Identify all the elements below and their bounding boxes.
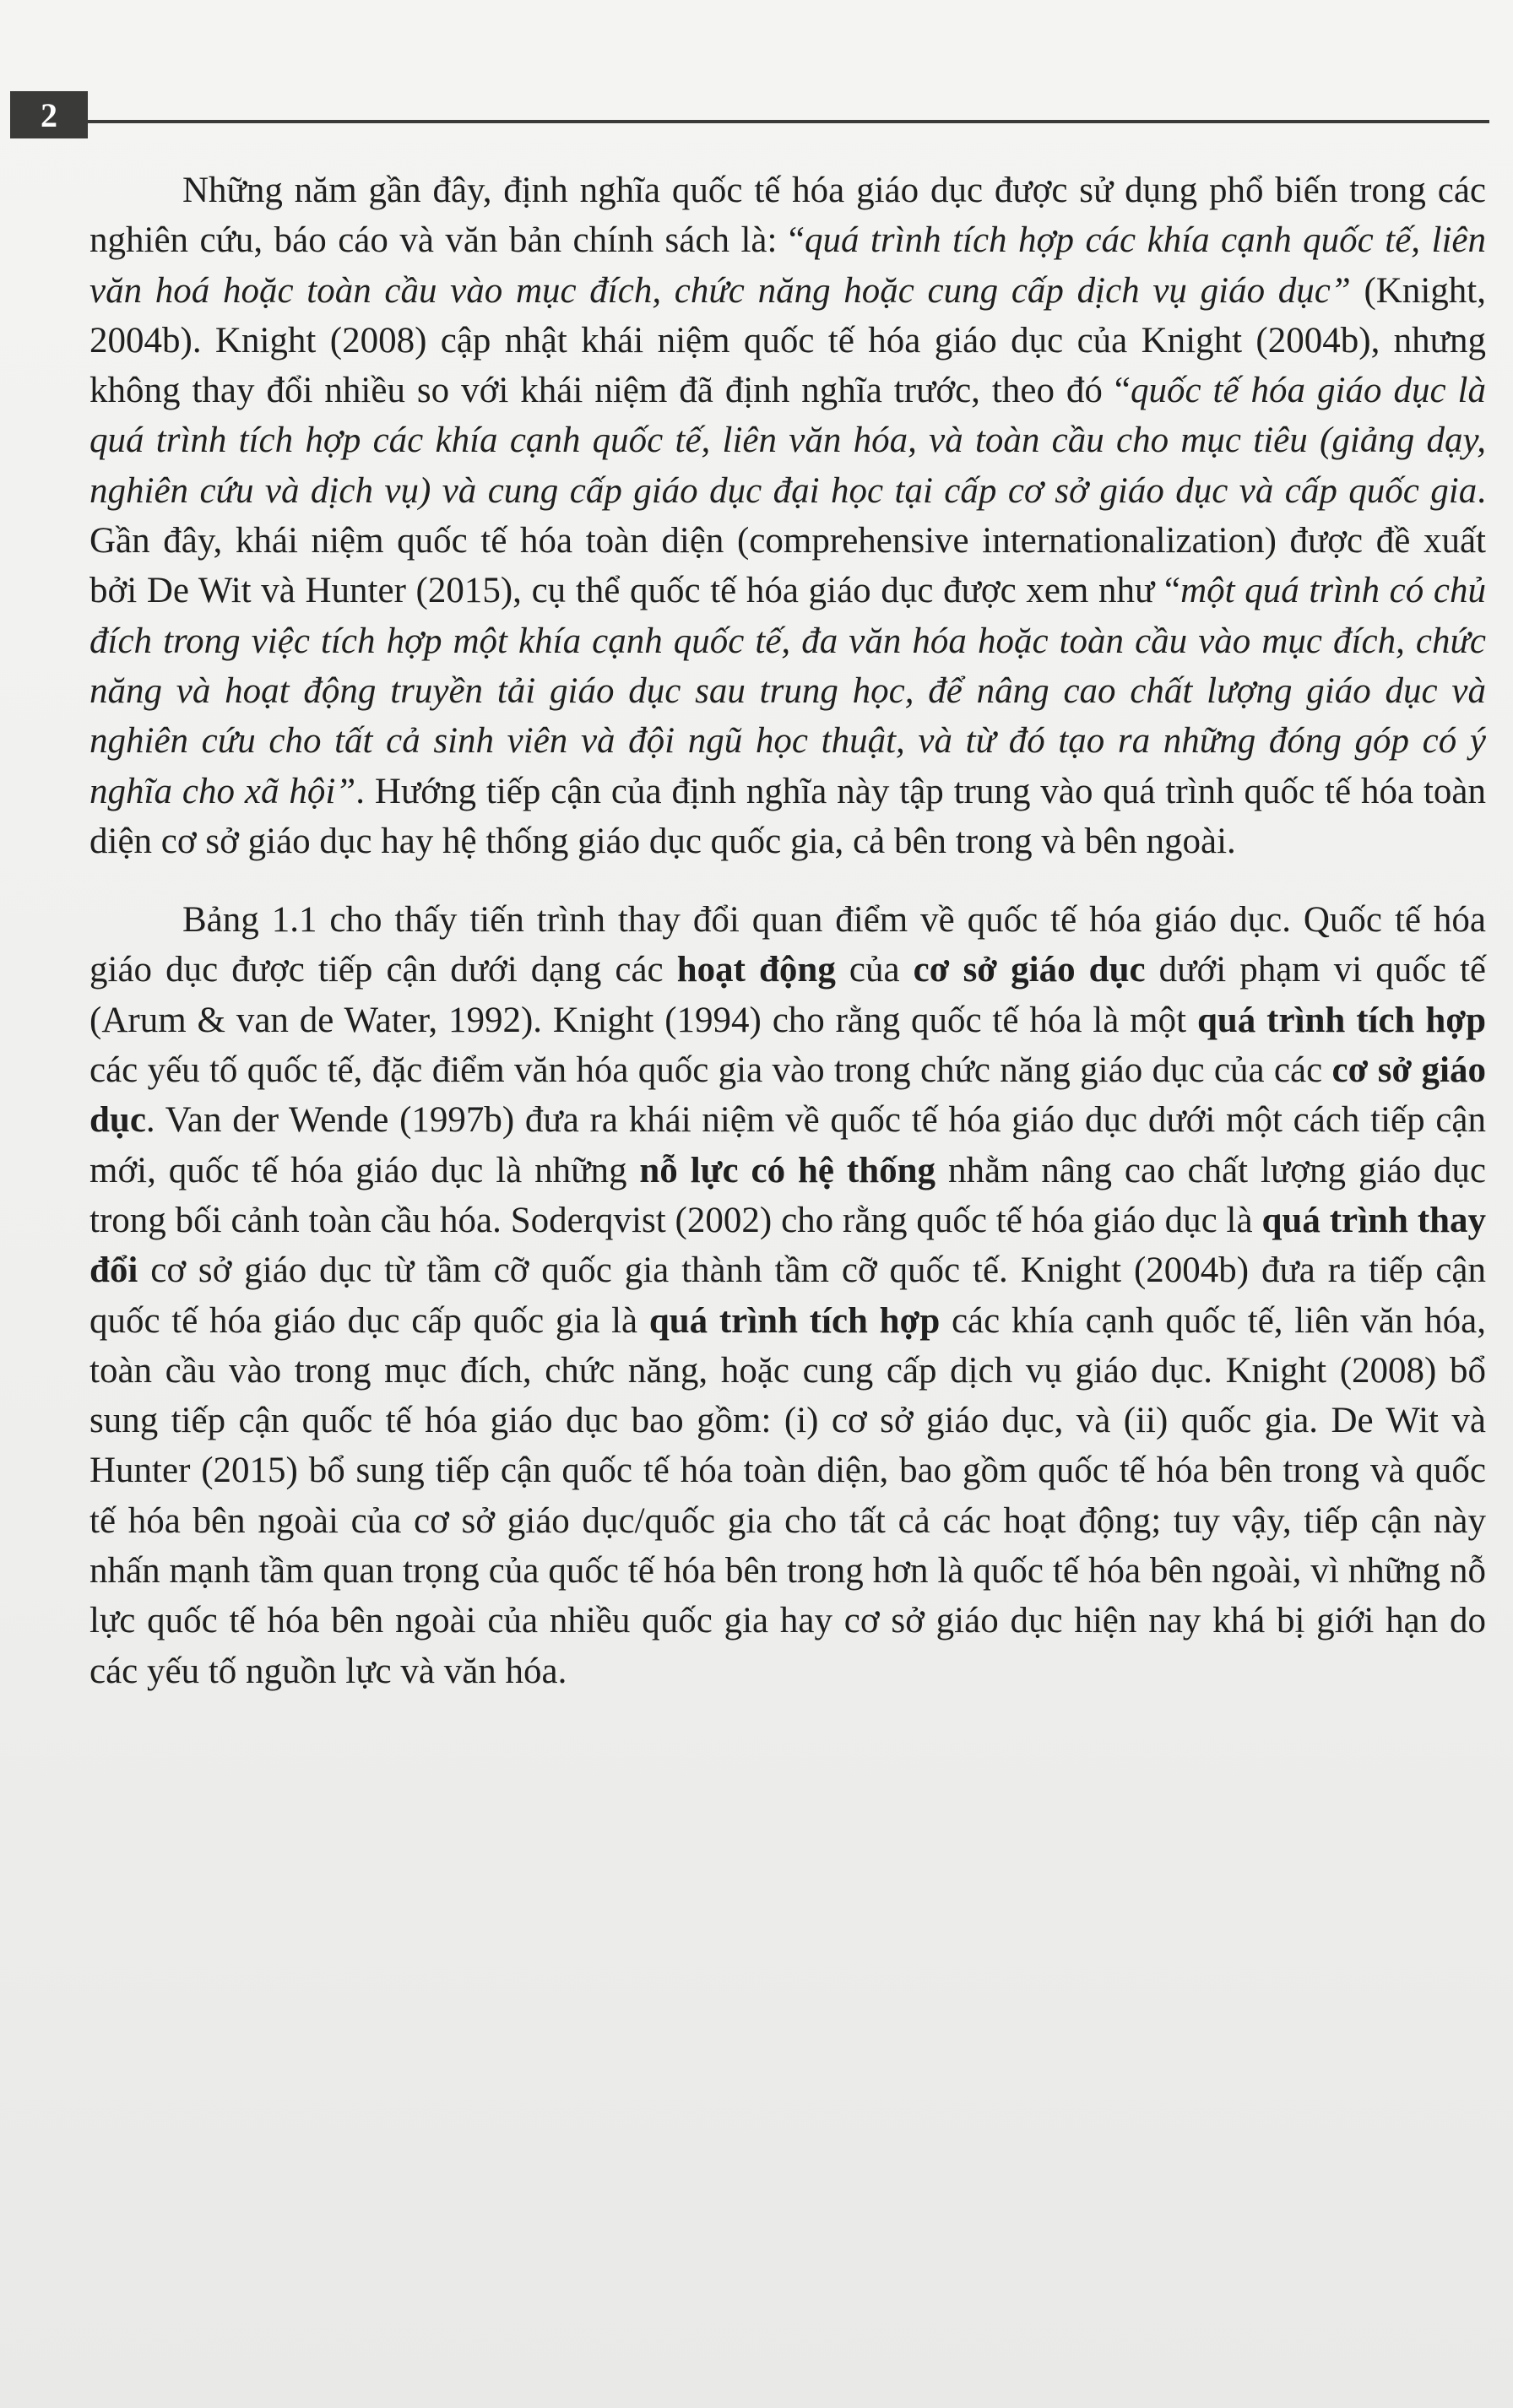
text-run: Những năm gần đây, định nghĩa quốc tế hóa giáo dục được sử dụng phổ biến trong các nghiên cứu, báo cáo và văn bản chính sách là: “: [89, 171, 1486, 261]
body-text: [89, 165, 1486, 1696]
text-run: . Gần đây, khái niệm quốc tế hóa toàn diện (comprehensive internationalization) được đề xuất bởi De Wit và Hunter (2015), cụ thể quốc tế hóa giáo dục được xem như “: [89, 470, 1486, 611]
text-run: . Hướng tiếp cận của định nghĩa này tập trung vào quá trình quốc tế hóa toàn diện cơ sở giáo dục hay hệ thống giáo dục quốc gia, cả bên trong và bên ngoài.: [89, 771, 1487, 861]
text-run: (Knight, 2004b). Knight (2008) cập nhật khái niệm quốc tế hóa giáo dục của Knight (2004b), nhưng không thay đổi nhiều so với khái niệm đã định nghĩa trước, theo đó “: [89, 270, 1486, 411]
paragraph-1: [89, 165, 1486, 866]
bold-text: nỗ lực có hệ thống: [639, 1150, 936, 1190]
header-rule: [88, 120, 1489, 123]
page-number: 2: [10, 91, 88, 138]
page-header: [0, 91, 1513, 138]
italic-quote: quốc tế hóa giáo dục là quá trình tích hợp các khía cạnh quốc tế, liên văn hóa, và toàn cầu cho mục tiêu (giảng dạy, nghiên cứu và dịch vụ) và cung cấp giáo dục đại học tại cấp cơ sở giáo dục và cấp quốc gia: [89, 371, 1486, 511]
bold-text: quá trình thay đổi: [89, 1200, 1486, 1291]
italic-quote: quá trình tích hợp các khía cạnh quốc tế, liên văn hoá hoặc toàn cầu vào mục đích, chức năng hoặc cung cấp dịch vụ giáo dục”: [89, 220, 1486, 311]
paragraph-2: [89, 895, 1486, 1696]
bold-text: quá trình tích hợp: [648, 1300, 941, 1341]
text-run: các yếu tố quốc tế, đặc điểm văn hóa quốc gia vào trong chức năng giáo dục của các: [89, 1050, 1332, 1091]
bold-text: quá trình tích hợp: [1196, 1000, 1486, 1040]
bold-text: hoạt động: [676, 950, 836, 990]
italic-quote: một quá trình có chủ đích trong việc tích hợp một khía cạnh quốc tế, đa văn hóa hoặc toàn cầu vào mục đích, chức năng và hoạt động truyền tải giáo dục sau trung học, để nâng cao chất lượng giáo dục và nghiên cứu cho tất cả sinh viên và đội ngũ học thuật, và từ đó tạo ra những đóng góp có ý nghĩa cho xã hội”: [89, 571, 1486, 811]
text-run: nhằm nâng cao chất lượng giáo dục trong bối cảnh toàn cầu hóa. Soderqvist (2002) cho rằng quốc tế hóa giáo dục là: [89, 1150, 1486, 1240]
text-run: Bảng 1.1 cho thấy tiến trình thay đổi quan điểm về quốc tế hóa giáo dục. Quốc tế hóa giáo dục được tiếp cận dưới dạng các: [89, 900, 1486, 990]
text-run: của: [835, 950, 914, 990]
text-run: dưới phạm vi quốc tế (Arum & van de Water, 1992). Knight (1994) cho rằng quốc tế hóa là một: [89, 950, 1486, 1040]
text-run: . Van der Wende (1997b) đưa ra khái niệm về quốc tế hóa giáo dục dưới một cách tiếp cận mới, quốc tế hóa giáo dục là những: [89, 1100, 1486, 1190]
bold-text: cơ sở giáo dục: [89, 1050, 1486, 1141]
text-run: cơ sở giáo dục từ tầm cỡ quốc gia thành tầm cỡ quốc tế. Knight (2004b) đưa ra tiếp cận quốc tế hóa giáo dục cấp quốc gia là: [89, 1250, 1486, 1341]
text-run: các khía cạnh quốc tế, liên văn hóa, toàn cầu vào trong mục đích, chức năng, hoặc cung cấp dịch vụ giáo dục. Knight (2008) bổ sung tiếp cận quốc tế hóa giáo dục bao gồm: (i) cơ sở giáo dục, và (ii) quốc gia. De Wit và Hunter (2015) bổ sung tiếp cận quốc tế hóa toàn diện, bao gồm quốc tế hóa bên trong và quốc tế hóa bên ngoài của cơ sở giáo dục/quốc gia cho tất cả các hoạt động; tuy vậy, tiếp cận này nhấn mạnh tầm quan trọng của quốc tế hóa bên trong hơn là quốc tế hóa bên ngoài, vì những nỗ lực quốc tế hóa bên ngoài của nhiều quốc gia hay cơ sở giáo dục hiện nay khá bị giới hạn do các yếu tố nguồn lực và văn hóa.: [89, 1300, 1486, 1691]
bold-text: cơ sở giáo dục: [913, 950, 1146, 990]
